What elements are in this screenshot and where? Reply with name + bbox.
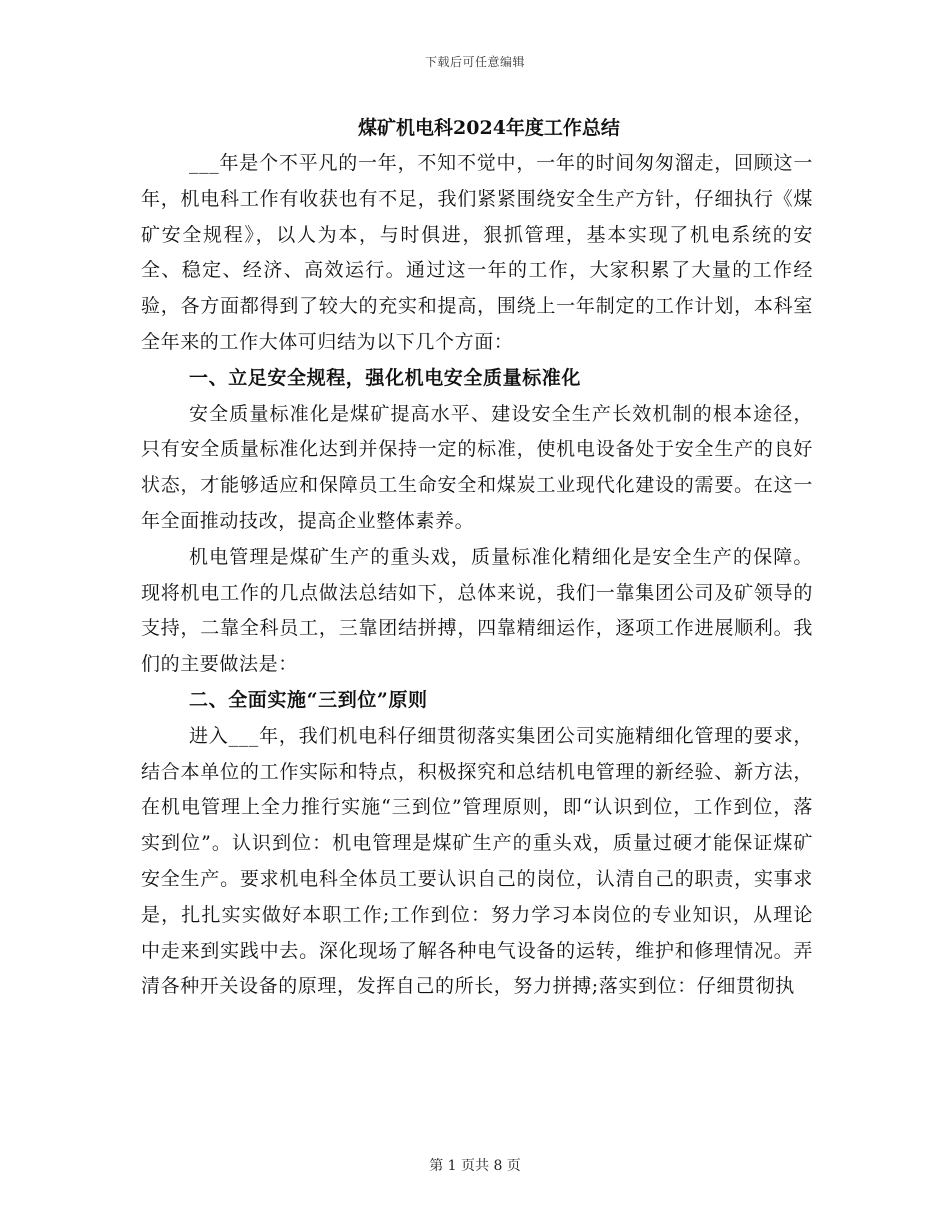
document-title: 煤矿机电科2024年度工作总结 — [358, 117, 620, 139]
page-number: 第 1 页共 8 页 — [429, 1158, 521, 1174]
header-note: 下载后可任意编辑 — [424, 55, 525, 69]
section-1-heading: 一、立足安全规程，强化机电安全质量标准化 — [189, 366, 582, 389]
section-2-paragraph-1: 进入___年，我们机电科仔细贯彻落实集团公司实施精细化管理的要求，结合本单位的工作实际和特点，积极探究和总结机电管理的新经验、新方法，在机电管理上全力推行实施“三到位”管理原则，即“认识到位，工作到位，落实到位”。认识到位：机电管理是煤矿生产的重头戏，质量过硬才能保证煤矿安全生产。要求机电科全体员工要认识自己的岗位，认清自己的职责，实事求是，扎扎实实做好本职工作;工作到位：努力学习本岗位的专业知识，从理论中走来到实践中去。深化现场了解各种电气设备的运转，维护和修理情况。弄清各种开关设备的原理，发挥自己的所长，努力拼搏;落实到位：仔细贯彻执 — [141, 724, 813, 998]
section-1-paragraph-2: 机电管理是煤矿生产的重头戏，质量标准化精细化是安全生产的保障。现将机电工作的几点做法总结如下，总体来说，我们一靠集团公司及矿领导的支持，二靠全科员工，三靠团结拼搏，四靠精细运作，逐项工作进展顺利。我们的主要做法是： — [141, 545, 813, 676]
section-2-heading: 二、全面实施“三到位”原则 — [189, 688, 428, 711]
section-1-paragraph-1: 安全质量标准化是煤矿提高水平、建设安全生产长效机制的根本途径，只有安全质量标准化达到并保持一定的标准，使机电设备处于安全生产的良好状态，才能够适应和保障员工生命安全和煤炭工业现代化建设的需要。在这一年全面推动技改，提高企业整体素养。 — [141, 402, 813, 532]
intro-paragraph: ___年是个不平凡的一年，不知不觉中，一年的时间匆匆溜走，回顾这一年，机电科工作有收获也有不足，我们紧紧围绕安全生产方针，仔细执行《煤矿安全规程》，以人为本，与时俱进，狠抓管理，基本实现了机电系统的安全、稳定、经济、高效运行。通过这一年的工作，大家积累了大量的工作经验，各方面都得到了较大的充实和提高，围绕上一年制定的工作计划，本科室全年来的工作大体可归结为以下几个方面： — [141, 152, 813, 353]
document-body — [141, 110, 813, 1005]
